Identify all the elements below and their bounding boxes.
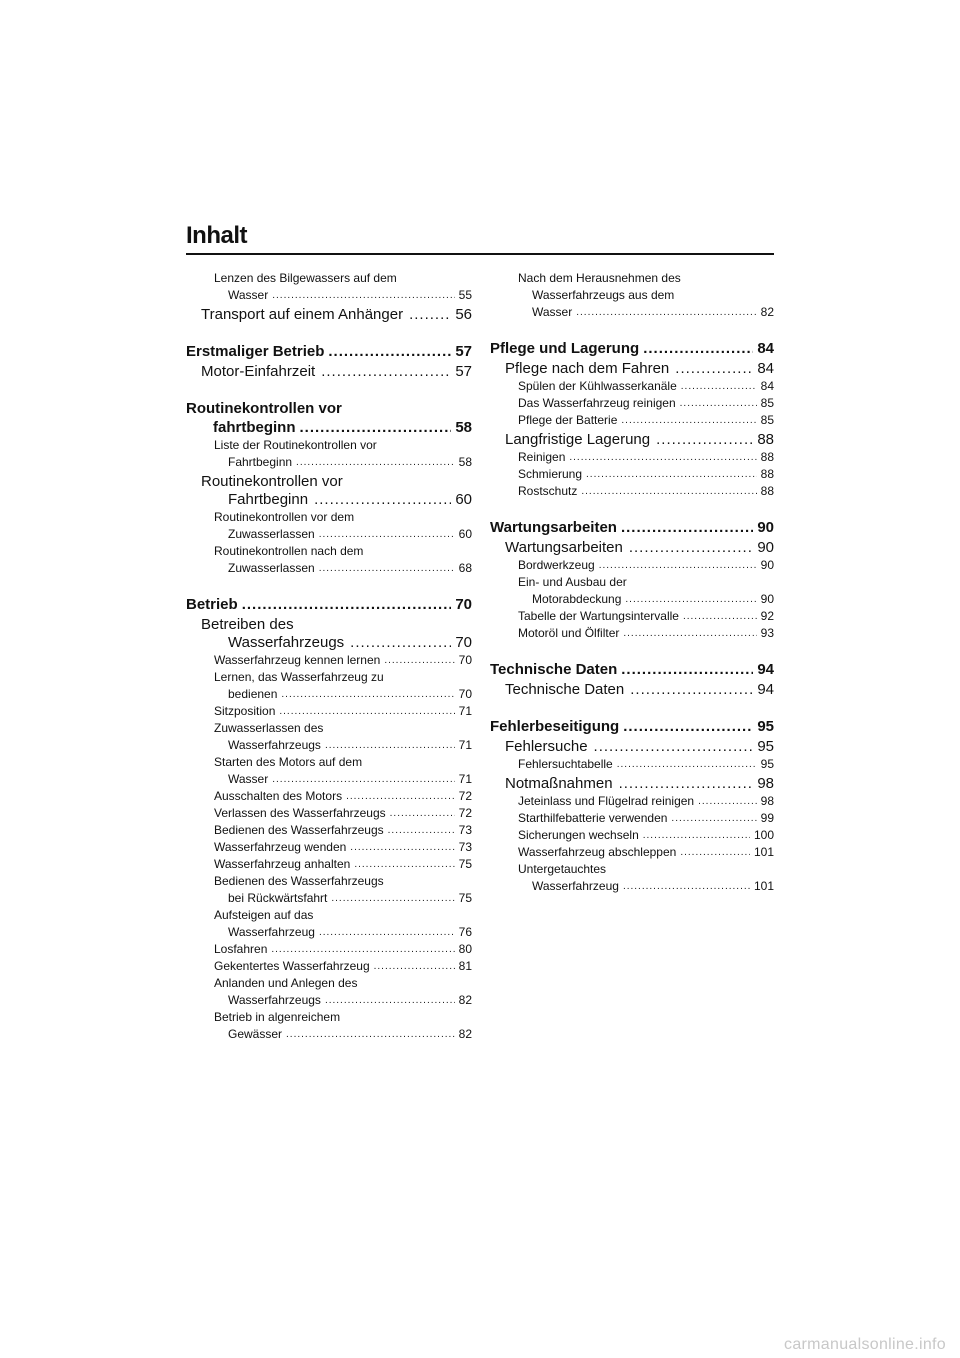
toc-entry[interactable] [186,543,472,577]
dot-leader [331,890,454,907]
toc-entry-title-line: Wasserfahrzeug wenden [214,840,347,854]
dot-leader [569,449,756,466]
dot-leader [621,518,753,537]
toc-page-number: 90 [757,519,774,536]
toc-entry-title-line: Fahrtbeginn [228,455,293,469]
toc-page-number: 71 [458,738,472,752]
toc-entry-title-line: Aufsteigen auf das [214,908,314,922]
dot-leader [354,856,454,873]
toc-page-number: 82 [458,1027,472,1041]
toc-entry-title-line: Liste der Routinekontrollen vor [214,438,377,452]
toc-page-number: 68 [458,561,472,575]
toc-entry[interactable] [490,717,774,736]
toc-section [490,660,774,699]
toc-page-number: 82 [760,305,774,319]
toc-entry[interactable] [186,839,472,856]
toc-entry[interactable] [490,395,774,412]
toc-entry-title-line: Wasserfahrzeug [228,925,315,939]
toc-page-number: 90 [760,592,774,606]
toc-entry-title-line: Ausschalten des Motors [214,789,343,803]
toc-entry[interactable] [490,810,774,827]
toc-entry[interactable] [490,339,774,358]
dot-leader [581,483,756,500]
toc-entry[interactable] [490,738,774,756]
dot-leader [623,625,756,642]
toc-section [186,270,472,324]
dot-leader [623,878,750,895]
toc-section [490,717,774,895]
toc-section [186,399,472,577]
toc-entry-title-line: Wasser [532,305,573,319]
toc-entry[interactable] [490,827,774,844]
dot-leader [621,660,753,679]
dot-leader [272,771,454,788]
toc-left-column [186,270,472,1061]
toc-page-number: 88 [760,484,774,498]
dot-leader [325,992,455,1009]
dot-leader [374,958,455,975]
dot-leader [680,844,750,861]
toc-page-number: 88 [760,467,774,481]
toc-page-number: 101 [753,879,774,893]
toc-entry-title-line: Routinekontrollen vor [201,473,343,490]
toc-entry-title-line: Starten des Motors auf dem [214,755,363,769]
toc-entry[interactable] [186,270,472,304]
toc-entry[interactable] [186,306,472,324]
toc-entry-title-line: bedienen [228,687,278,701]
dot-leader [409,306,451,324]
toc-entry[interactable] [186,342,472,361]
dot-leader [281,686,454,703]
toc-page-number: 71 [458,704,472,718]
toc-page-number: 70 [458,687,472,701]
toc-page-number: 85 [760,413,774,427]
toc-entry-title-line: Bedienen des Wasserfahrzeugs [214,823,384,837]
dot-leader [675,360,753,378]
toc-entry-title-line: Anlanden und Anlegen des [214,976,358,990]
toc-entry-title-line: Wasserfahrzeugs [228,634,345,651]
toc-page-number: 70 [455,596,472,613]
toc-entry[interactable] [186,652,472,669]
toc-entry[interactable] [490,378,774,395]
toc-entry[interactable] [186,720,472,754]
toc-entry-title-line: Betrieb in algenreichem [214,1010,341,1024]
toc-entry-title-line: Wasserfahrzeug [532,879,619,893]
toc-entry[interactable] [490,431,774,449]
toc-entry[interactable] [186,907,472,941]
toc-section [490,270,774,321]
dot-leader [321,363,451,381]
toc-entry-title-line: Lernen, das Wasserfahrzeug zu [214,670,384,684]
toc-page-number: 85 [760,396,774,410]
toc-page-number: 73 [458,823,472,837]
toc-right-column [490,270,774,913]
dot-leader [279,703,454,720]
toc-entry-title-line: Zuwasserlassen des [214,721,324,735]
dot-leader [594,738,754,756]
toc-entry-title-line: Wasserfahrzeugs [228,993,321,1007]
toc-page-number: 70 [455,634,472,651]
toc-entry[interactable] [490,756,774,773]
dot-leader [319,526,455,543]
dot-leader [346,788,455,805]
toc-entry-title-line: Motor-Einfahrzeit [201,363,316,380]
dot-leader [319,924,455,941]
toc-entry-title-line: Zuwasserlassen [228,561,315,575]
dot-leader [643,827,750,844]
dot-leader [350,839,454,856]
dot-leader [384,652,454,669]
toc-entry-title-line: Fahrtbeginn [228,491,309,508]
dot-leader [621,412,756,429]
toc-entry[interactable] [186,822,472,839]
dot-leader [271,941,454,958]
toc-page-number: 98 [757,775,774,792]
toc-section [490,518,774,642]
toc-page-number: 101 [753,845,774,859]
toc-entry[interactable] [490,844,774,861]
toc-entry-title-line: Technische Daten [505,681,625,698]
toc-page-number: 82 [458,993,472,1007]
toc-entry-title-line: Jeteinlass und Flügelrad reinigen [518,794,695,808]
dot-leader [599,557,757,574]
dot-leader [242,595,452,614]
dot-leader [388,822,455,839]
toc-page-number: 84 [757,360,774,377]
toc-entry-title-line: Wasser [228,772,269,786]
dot-leader [617,756,757,773]
toc-entry[interactable] [186,788,472,805]
toc-page-number: 72 [458,789,472,803]
toc-entry-title-line: Routinekontrollen nach dem [214,544,364,558]
title-rule [186,253,774,255]
toc-entry-title-line: fahrtbeginn [213,419,296,436]
toc-entry[interactable] [490,574,774,608]
toc-entry-title-line: Transport auf einem Anhänger [201,306,404,323]
toc-entry-title-line: Wartungsarbeiten [505,539,623,556]
toc-section [186,342,472,381]
toc-page-number: 60 [455,491,472,508]
toc-entry-title-line: Pflege der Batterie [518,413,618,427]
toc-entry-title-line: Starthilfebatterie verwenden [518,811,668,825]
toc-entry[interactable] [490,270,774,321]
toc-entry[interactable] [186,616,472,652]
toc-entry[interactable] [186,958,472,975]
dot-leader [698,793,757,810]
toc-entry-title-line: Bordwerkzeug [518,558,595,572]
dot-leader [625,591,756,608]
toc-entry[interactable] [186,856,472,873]
toc-entry-title-line: Betrieb [186,596,238,613]
toc-page-number: 98 [760,794,774,808]
toc-entry[interactable] [490,518,774,537]
toc-entry-title-line: Notmaßnahmen [505,775,613,792]
dot-leader [629,539,753,557]
toc-entry[interactable] [490,625,774,642]
toc-page-number: 75 [458,891,472,905]
dot-leader [350,634,451,652]
toc-page-number: 93 [760,626,774,640]
dot-leader [681,378,757,395]
toc-entry-title-line: Wasserfahrzeug kennen lernen [214,653,381,667]
toc-entry[interactable] [186,941,472,958]
toc-entry[interactable] [186,595,472,614]
dot-leader [319,560,455,577]
toc-entry-title-line: Lenzen des Bilgewassers auf dem [214,271,397,285]
toc-entry-title-line: Nach dem Herausnehmen des [518,271,681,285]
toc-page-number: 75 [458,857,472,871]
toc-entry-title-line: Fehlersuche [505,738,588,755]
toc-entry-title-line: Verlassen des Wasserfahrzeugs [214,806,386,820]
toc-entry-title-line: Fehlersuchtabelle [518,757,613,771]
toc-entry[interactable] [490,539,774,557]
dot-leader [576,304,756,321]
toc-entry[interactable] [490,360,774,378]
toc-page-number: 92 [760,609,774,623]
toc-page-number: 81 [458,959,472,973]
dot-leader [296,454,455,471]
dot-leader [671,810,756,827]
toc-entry[interactable] [490,483,774,500]
toc-entry[interactable] [186,873,472,907]
toc-entry-title-line: Wasserfahrzeug anhalten [214,857,351,871]
toc-entry-title-line: Erstmaliger Betrieb [186,343,325,360]
toc-entry[interactable] [186,473,472,509]
dot-leader [630,681,753,699]
dot-leader [325,737,455,754]
dot-leader [586,466,757,483]
toc-entry-title-line: Routinekontrollen vor dem [214,510,355,524]
toc-entry-title-line: Langfristige Lagerung [505,431,651,448]
toc-page-number: 76 [458,925,472,939]
dot-leader [314,491,451,509]
toc-entry-title-line: Gekentertes Wasserfahrzeug [214,959,370,973]
toc-page-number: 58 [455,419,472,436]
toc-page-number: 100 [753,828,774,842]
toc-entry[interactable] [186,399,472,437]
dot-leader [328,342,451,361]
toc-entry[interactable] [186,805,472,822]
toc-entry[interactable] [186,1009,472,1043]
watermark: carmanualsonline.info [784,1336,946,1353]
toc-entry-title-line: Tabelle der Wartungsintervalle [518,609,679,623]
dot-leader [619,775,754,793]
toc-entry-title-line: Fehlerbeseitigung [490,718,620,735]
toc-entry-title-line: Spülen der Kühlwasserkanäle [518,379,677,393]
toc-entry-title-line: Zuwasserlassen [228,527,315,541]
toc-entry-title-line: Das Wasserfahrzeug reinigen [518,396,676,410]
toc-page-number: 73 [458,840,472,854]
toc-entry[interactable] [490,466,774,483]
toc-page-number: 90 [760,558,774,572]
toc-page-number: 88 [760,450,774,464]
toc-page-number: 58 [458,455,472,469]
toc-entry[interactable] [186,509,472,543]
toc-page-number: 72 [458,806,472,820]
toc-page-number: 56 [455,306,472,323]
toc-page-number: 95 [757,738,774,755]
toc-page-number: 99 [760,811,774,825]
toc-entry-title-line: Wasser [228,288,269,302]
toc-entry[interactable] [490,557,774,574]
toc-entry-title-line: Sitzposition [214,704,276,718]
toc-entry-title-line: Motorabdeckung [532,592,622,606]
toc-entry[interactable] [186,669,472,703]
toc-page-number: 71 [458,772,472,786]
toc-entry-title-line: Routinekontrollen vor [186,400,342,417]
dot-leader [286,1026,455,1043]
dot-leader [390,805,455,822]
toc-entry-title-line: Gewässer [228,1027,283,1041]
toc-page-number: 94 [757,661,774,678]
toc-page-number: 55 [458,288,472,302]
toc-page-number: 94 [757,681,774,698]
toc-entry[interactable] [490,449,774,466]
toc-entry-title-line: Pflege nach dem Fahren [505,360,670,377]
toc-page-number: 84 [760,379,774,393]
toc-entry[interactable] [490,681,774,699]
toc-entry[interactable] [490,412,774,429]
toc-entry[interactable] [186,437,472,471]
toc-entry-title-line: Bedienen des Wasserfahrzeugs [214,874,384,888]
toc-entry[interactable] [186,703,472,720]
toc-entry-title-line: bei Rückwärtsfahrt [228,891,328,905]
toc-entry-title-line: Wartungsarbeiten [490,519,617,536]
toc-entry-title-line: Rostschutz [518,484,578,498]
toc-entry-title-line: Untergetauchtes [518,862,607,876]
dot-leader [656,431,753,449]
toc-section [186,595,472,1043]
toc-entry-title-line: Technische Daten [490,661,618,678]
toc-page-number: 95 [760,757,774,771]
toc-entry-title-line: Reinigen [518,450,566,464]
toc-page-number: 70 [458,653,472,667]
toc-entry-title-line: Sicherungen wechseln [518,828,639,842]
toc-entry[interactable] [490,861,774,895]
page-title: Inhalt [186,222,247,249]
toc-entry-title-line: Pflege und Lagerung [490,340,640,357]
dot-leader [643,339,753,358]
toc-entry[interactable] [490,660,774,679]
toc-page-number: 84 [757,340,774,357]
toc-entry-title-line: Wasserfahrzeug abschleppen [518,845,677,859]
toc-entry[interactable] [186,363,472,381]
toc-page-number: 57 [455,343,472,360]
toc-page-number: 88 [757,431,774,448]
dot-leader [680,395,757,412]
toc-entry[interactable] [490,793,774,810]
dot-leader [272,287,454,304]
toc-entry-title-line: Losfahren [214,942,268,956]
toc-page-number: 60 [458,527,472,541]
dot-leader [623,717,753,736]
toc-entry[interactable] [490,608,774,625]
toc-entry-title-line: Motoröl und Ölfilter [518,626,620,640]
toc-page-number: 95 [757,718,774,735]
toc-entry[interactable] [490,775,774,793]
toc-entry-title-line: Schmierung [518,467,583,481]
toc-entry-title-line: Wasserfahrzeugs aus dem [532,288,675,302]
toc-page-number: 57 [455,363,472,380]
toc-entry-title-line: Ein- und Ausbau der [518,575,627,589]
toc-page-number: 80 [458,942,472,956]
toc-page-number: 90 [757,539,774,556]
toc-section [490,339,774,500]
toc-entry-title-line: Betreiben des [201,616,294,633]
toc-entry[interactable] [186,975,472,1009]
toc-entry[interactable] [186,754,472,788]
dot-leader [300,418,452,437]
dot-leader [683,608,757,625]
toc-entry-title-line: Wasserfahrzeugs [228,738,321,752]
